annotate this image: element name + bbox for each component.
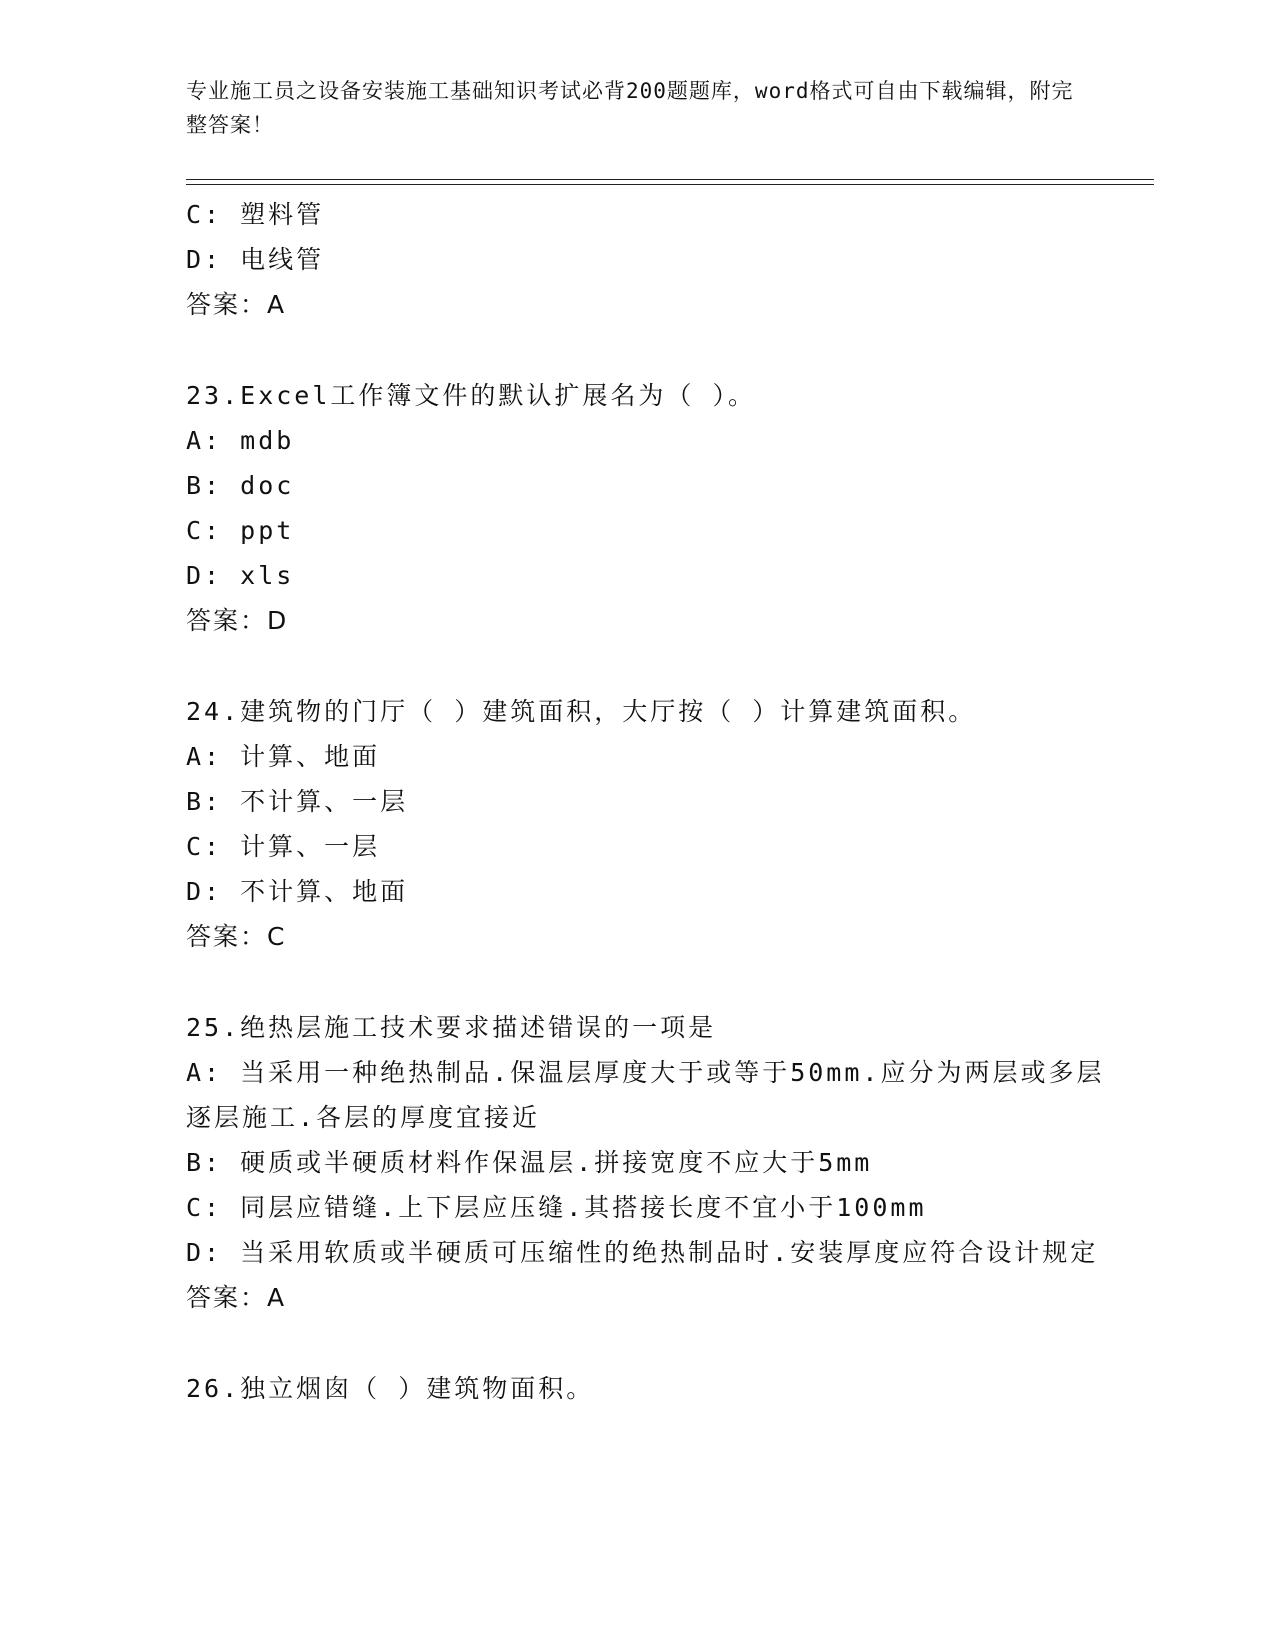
spacer (186, 1320, 1116, 1366)
option-a: A: 当采用一种绝热制品.保温层厚度大于或等于50mm.应分为两层或多层逐层施工.各层的厚度宜接近 (186, 1058, 1105, 1132)
question-text: 26.独立烟囱（ ）建筑物面积。 (186, 1374, 595, 1403)
option-d: D: xls (186, 561, 295, 590)
answer-label: 答案：A (186, 1283, 287, 1312)
spacer (186, 643, 1116, 689)
option-c: C: ppt (186, 516, 295, 545)
option-d: D: 电线管 (186, 245, 325, 274)
answer-label: 答案：A (186, 290, 287, 319)
option-c: C: 计算、一层 (186, 832, 381, 861)
option-b: B: 不计算、一层 (186, 787, 409, 816)
spacer (186, 959, 1116, 1005)
question-text: 23.Excel工作簿文件的默认扩展名为（ ）。 (186, 381, 756, 410)
option-a: A: 计算、地面 (186, 742, 381, 771)
question-block-26 (186, 1366, 1116, 1411)
option-b: B: doc (186, 471, 295, 500)
document-header-title: 专业施工员之设备安装施工基础知识考试必背200题题库，word格式可自由下载编辑，附完整答案！ (186, 79, 1074, 137)
option-a: A: mdb (186, 426, 295, 455)
question-block-24 (186, 689, 1116, 959)
option-b: B: 硬质或半硬质材料作保温层.拼接宽度不应大于5mm (186, 1148, 873, 1177)
option-d: D: 不计算、地面 (186, 877, 409, 906)
header-divider-top (186, 179, 1154, 180)
question-block-23 (186, 373, 1116, 643)
question-block-22 (186, 192, 1116, 327)
option-d: D: 当采用软质或半硬质可压缩性的绝热制品时.安装厚度应符合设计规定 (186, 1238, 1099, 1267)
option-c: C: 塑料管 (186, 200, 325, 229)
answer-label: 答案：C (186, 922, 287, 951)
spacer (186, 327, 1116, 373)
header-divider-bottom (186, 184, 1154, 185)
question-text: 24.建筑物的门厅（ ）建筑面积，大厅按（ ）计算建筑面积。 (186, 697, 977, 726)
question-block-25 (186, 1005, 1116, 1320)
option-c: C: 同层应错缝.上下层应压缝.其搭接长度不宜小于100mm (186, 1193, 927, 1222)
question-text: 25.绝热层施工技术要求描述错误的一项是 (186, 1013, 717, 1042)
answer-label: 答案：D (186, 606, 289, 635)
question-list (186, 192, 1116, 1411)
